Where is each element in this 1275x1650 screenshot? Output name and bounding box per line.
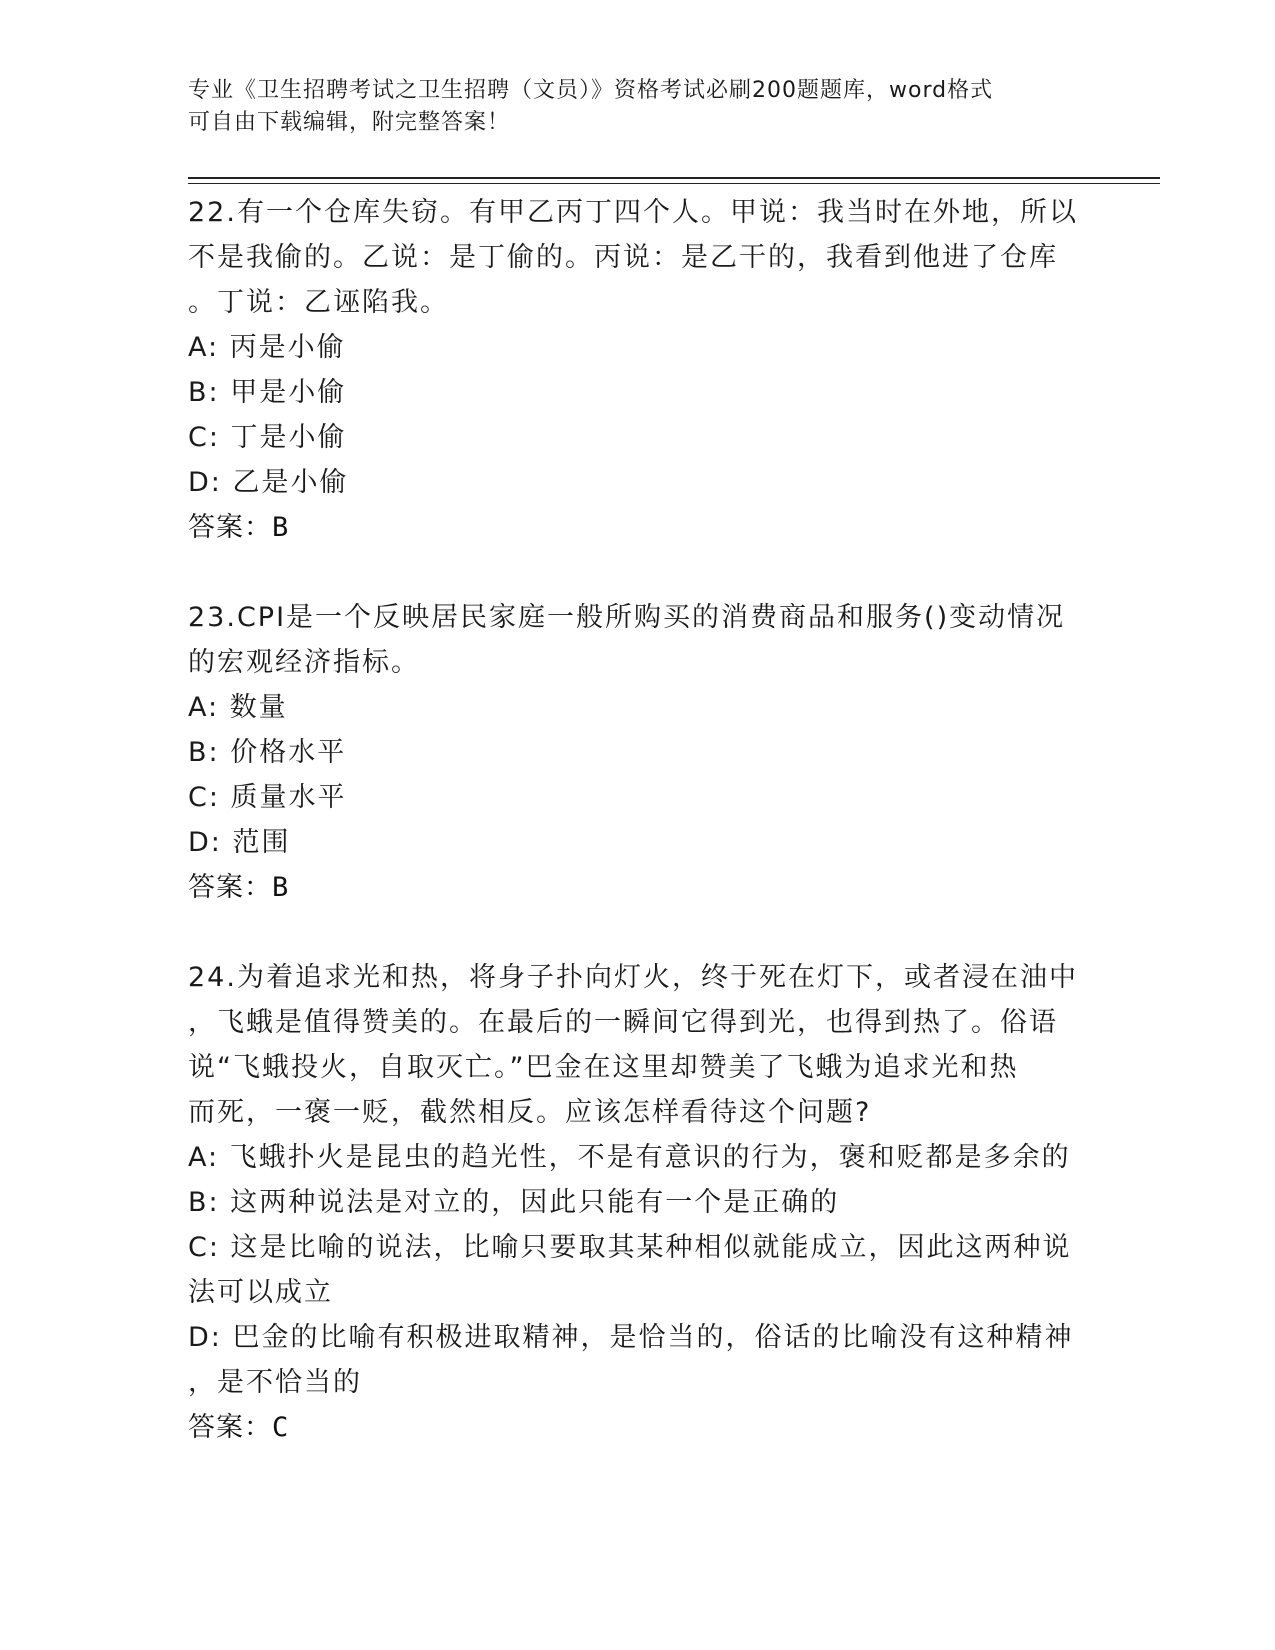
answer-line — [188, 1405, 1088, 1450]
answer-line — [188, 505, 1088, 550]
question-block — [188, 190, 1088, 550]
option-c: C: 丁是小偷 — [188, 422, 347, 453]
answer-label: 答案： — [188, 1412, 272, 1443]
header-title-line-2: 可自由下载编辑，附完整答案！ — [188, 110, 511, 135]
question-text-line: 不是我偷的。乙说：是丁偷的。丙说：是乙干的，我看到他进了仓库 — [188, 242, 1058, 273]
option-c: C: 质量水平 — [188, 782, 347, 813]
answer-value: B — [272, 512, 290, 543]
question-list — [188, 190, 1088, 1450]
question-text-line: 。丁说：乙诬陷我。 — [188, 287, 449, 318]
option-c: C: 这是比喻的说法，比喻只要取其某种相似就能成立，因此这两种说 — [188, 1232, 1072, 1263]
option-b: B: 价格水平 — [188, 737, 347, 768]
question-text-line: 24.为着追求光和热，将身子扑向灯火，终于死在灯下，或者浸在油中 — [188, 962, 1078, 993]
question-spacer — [188, 910, 1088, 955]
option-d: D: 范围 — [188, 827, 291, 858]
option-b: B: 甲是小偷 — [188, 377, 347, 408]
answer-label: 答案： — [188, 512, 272, 543]
question-block — [188, 595, 1088, 910]
option-d: D: 巴金的比喻有积极进取精神，是恰当的，俗话的比喻没有这种精神 — [188, 1322, 1074, 1353]
header-divider-thick — [188, 177, 1160, 179]
option-a: A: 飞蛾扑火是昆虫的趋光性，不是有意识的行为，褒和贬都是多余的 — [188, 1142, 1071, 1173]
option-d: D: 乙是小偷 — [188, 467, 349, 498]
option-d-continued: ，是不恰当的 — [188, 1367, 362, 1398]
answer-label: 答案： — [188, 872, 272, 903]
question-spacer — [188, 550, 1088, 595]
option-b: B: 这两种说法是对立的，因此只能有一个是正确的 — [188, 1187, 840, 1218]
answer-value: B — [272, 872, 290, 903]
question-text-line: 说“飞蛾投火，自取灭亡。”巴金在这里却赞美了飞蛾为追求光和热 — [188, 1052, 1019, 1083]
header-title-line-1: 专业《卫生招聘考试之卫生招聘（文员）》资格考试必刷200题题库，word格式 — [188, 78, 994, 103]
document-header — [188, 75, 1088, 139]
option-a: A: 丙是小偷 — [188, 332, 346, 363]
header-divider-thin — [188, 183, 1160, 184]
option-c-continued: 法可以成立 — [188, 1277, 333, 1308]
answer-line — [188, 865, 1088, 910]
answer-value: C — [272, 1412, 290, 1443]
question-text-line: ，飞蛾是值得赞美的。在最后的一瞬间它得到光，也得到热了。俗语 — [188, 1007, 1058, 1038]
option-a: A: 数量 — [188, 692, 288, 723]
question-block — [188, 955, 1088, 1450]
question-text-line: 23.CPI是一个反映居民家庭一般所购买的消费商品和服务()变动情况 — [188, 602, 1066, 633]
question-text-line: 而死，一褒一贬，截然相反。应该怎样看待这个问题? — [188, 1097, 872, 1128]
question-text-line: 22.有一个仓库失窃。有甲乙丙丁四个人。甲说：我当时在外地，所以 — [188, 197, 1078, 228]
question-text-line: 的宏观经济指标。 — [188, 647, 420, 678]
